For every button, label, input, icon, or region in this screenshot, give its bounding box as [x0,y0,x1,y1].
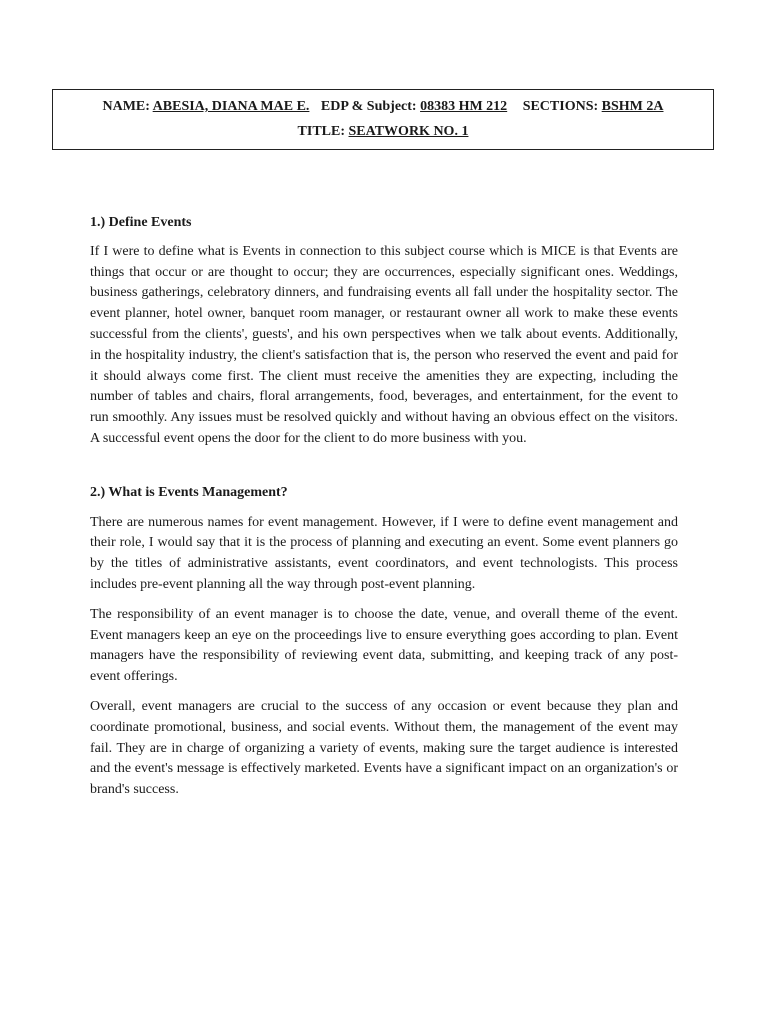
student-name: ABESIA, DIANA MAE E. [152,99,310,114]
sections-label: SECTIONS: [522,99,599,114]
edp-subject-value: 08383 HM 212 [420,99,508,114]
section-heading-define-events: 1.) Define Events [90,215,192,230]
title-label: TITLE: [297,124,346,139]
paragraph-event-manager-importance: Overall, event managers are crucial to the success of any occasion or event because they plan and coordinate promotional, business, and social events. Without them, the management of the event may fail. They are in charge of organizing a variety of events, making sure the target audience is interested and the event's message is effectively marketed. Events have a significant impact on an organization's or brand's success. [90,698,678,798]
sections-value: BSHM 2A [601,99,664,114]
document-body [90,213,678,801]
header-box [52,89,714,150]
document-title: SEATWORK NO. 1 [348,124,469,139]
paragraph-define-events: If I were to define what is Events in connection to this subject course which is MICE is that Events are things that occur or are thought to occur; they are occurrences, especially significant ones. Weddings, business gatherings, celebratory dinners, and fundraising events all fall under the hospitality sector. The event planner, hotel owner, banquet room manager, or restaurant owner all work to make these events successful from the clients', guests', and his own perspectives when we talk about events. Additionally, in the hospitality industry, the client's satisfaction that is, the person who reserved the event and paid for it should always come first. The client must receive the amenities they are expecting, including the number of tables and chairs, floral arrangements, food, beverages, and entertainment, for the event to run smoothly. Any issues must be resolved quickly and without having an obvious effect on the visitors. A successful event opens the door for the client to do more business with you. [90,243,678,446]
paragraph-event-manager-responsibility: The responsibility of an event manager is to choose the date, venue, and overall theme of the event. Event managers keep an eye on the proceedings live to ensure everything goes according to plan. Event managers have the responsibility of reviewing event data, submitting, and keeping track of any post-event offerings. [90,606,678,685]
name-label: NAME: [102,99,150,114]
header-info-line [53,98,713,116]
edp-subject-label: EDP & Subject: [320,99,417,114]
section-heading-events-management: 2.) What is Events Management? [90,484,288,500]
title-line [53,123,713,141]
paragraph-event-management-names: There are numerous names for event management. However, if I were to define event management and their role, I would say that it is the process of planning and executing an event. Some event planners go by the titles of administrative assistants, event coordinators, and event technologists. This process includes pre-event planning all the way through post-event planning. [90,514,678,592]
